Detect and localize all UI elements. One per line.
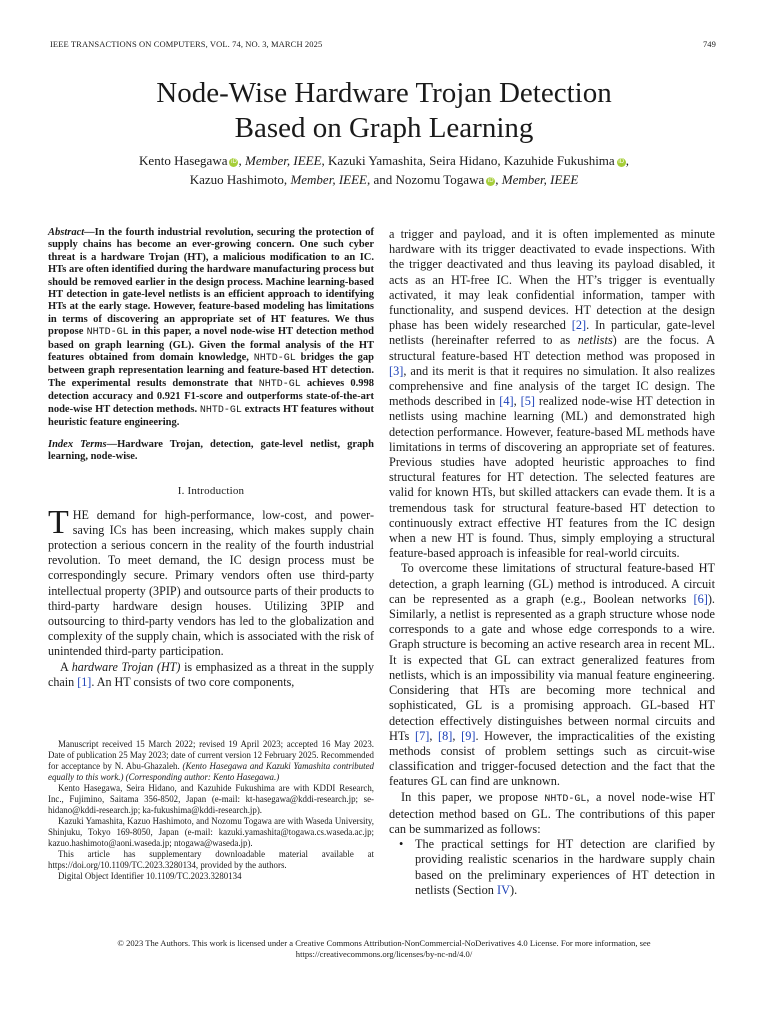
page-number: 749 xyxy=(702,39,716,49)
orcid-icon[interactable]: iD xyxy=(231,159,237,165)
right-column xyxy=(389,227,715,898)
author-name: Kazuo Hashimoto, xyxy=(189,172,291,187)
footnote-text: Manuscript received 15 March 2022; revised 19 April 2023; accepted 16 May 2023. Date of publication 25 May 2023; date of current version 12 February 2025. Recommended for acceptance by N. Abu-Ghazaleh. xyxy=(48,739,374,771)
citation-link[interactable]: [6] xyxy=(693,591,708,606)
authors-line-1 xyxy=(60,151,708,170)
paragraph-text: , xyxy=(513,394,521,409)
method-name: NHTD-GL xyxy=(258,378,301,390)
citation-link[interactable]: [3] xyxy=(389,363,404,378)
abstract-label: Abstract xyxy=(48,227,85,238)
intro-paragraph-1 xyxy=(48,503,374,660)
method-name: NHTD-GL xyxy=(544,793,587,805)
right-paragraph-1 xyxy=(389,227,715,561)
citation-link[interactable]: [7] xyxy=(414,728,430,743)
bullet-text: ). xyxy=(509,882,518,897)
paragraph-text: realized node-wise HT detection in netlists using machine learning (ML) and demonstrated high detection performance. However, feature-based ML methods have limitations in terms of discovering an appropriate set of features. Previous studies have adopted heuristic approaches to find structural features for HT detection. The selected features are valid for known HTs, but skilled attackers can evade them. It is a tremendous task for structural feature-based HT detection to continuously extract effective HT features from the IC design when a new HT is found. Thus, simply employing a structural feature-based approach is infeasible for real-world circuits. xyxy=(389,394,716,561)
paragraph-text: a trigger and payload, and it is often implemented as minute hardware with its trigger deactivated to evade inspections. With the trigger deactivated and thus leaving its payload disabled, it acts as an HT-free IC. When the HT’s trigger is eventually activated, it may leak confidential information, tamper with functionality, and suspend devices. HT detection at the design phase has been widely researched xyxy=(389,227,715,333)
running-header xyxy=(50,39,716,53)
author-separator: , xyxy=(625,153,629,168)
emphasis-term: hardware Trojan (HT) xyxy=(71,659,181,674)
title-line-2: Based on Graph Learning xyxy=(234,112,534,144)
license-line: © 2023 The Authors. This work is licensed under a Creative Commons Attribution-NonCommercial-NoDerivatives 4.0 License. For more information, see xyxy=(117,938,651,948)
author-membership: , Member, IEEE xyxy=(238,153,322,168)
right-paragraph-2 xyxy=(389,561,715,789)
footnote-emphasis: (Kento Hasegawa and Kazuki Yamashita contributed equally to this work.) (Corresponding author: Kento Hasegawa.) xyxy=(48,761,374,782)
footnote-paragraph: This article has supplementary downloadable material available at https://doi.org/10.1109/TC.2023.3280134, provided by the authors. xyxy=(48,849,374,870)
citation-link[interactable]: [4] xyxy=(499,394,514,409)
citation-link[interactable]: [2] xyxy=(571,318,587,333)
paragraph-text: . An HT consists of two core components, xyxy=(91,674,295,689)
author-list xyxy=(60,151,708,189)
method-name: NHTD-GL xyxy=(86,327,129,339)
author-names: , and Nozomu Togawa xyxy=(366,172,485,187)
paragraph-text: To overcome these limitations of structural feature-based HT detection, a graph learning (GL) method is introduced. A circuit can be represented as a graph (e.g., Boolean networks xyxy=(389,561,715,606)
authors-line-2 xyxy=(60,170,708,189)
abstract-text: achieves 0.998 detection accuracy and 0.921 F1-score and outperforms state-of-the-art node-wise HT detection methods. xyxy=(48,377,375,415)
footnote-paragraph xyxy=(48,739,374,783)
abstract xyxy=(48,227,374,430)
author-separator: , xyxy=(495,172,502,187)
orcid-icon[interactable]: iD xyxy=(487,178,494,184)
abstract-text: extracts HT features without heuristic feature engineering. xyxy=(48,403,374,429)
manuscript-footnote xyxy=(48,739,374,882)
citation-link[interactable]: [5] xyxy=(520,394,535,409)
paragraph-text: . In particular, gate-level netlists (hereinafter referred to as xyxy=(389,318,715,348)
license-footer xyxy=(40,938,728,960)
section-link[interactable]: IV xyxy=(496,882,510,897)
method-name: NHTD-GL xyxy=(199,404,242,416)
paragraph-text: , xyxy=(429,728,439,743)
contribution-bullet xyxy=(389,837,715,898)
orcid-icon[interactable]: iD xyxy=(618,159,625,165)
intro-paragraph-2 xyxy=(48,660,374,690)
abstract-text: bridges the gap between graph representation learning and feature-based HT detection. The experimental results demonstrate that xyxy=(48,352,375,389)
emphasis-term: netlists xyxy=(577,333,613,348)
footnote-paragraph: Kazuki Yamashita, Kazuo Hashimoto, and Nozomu Togawa are with Waseda University, Shinjuku, Tokyo 169-8050, Japan (e-mail: kazuki.yamashita@togawa.cs.waseda.ac.jp; kazuo.hashimoto@aoni.waseda.jp; ntogawa@waseda.jp). xyxy=(48,816,374,848)
method-name: NHTD-GL xyxy=(253,353,296,365)
drop-cap: T xyxy=(48,503,69,541)
paragraph-text: , and its merit is that it requires no simulation. It also realizes comprehensive and fine analysis of the target IC design. The methods described in xyxy=(389,363,715,409)
section-heading: I. Introduction xyxy=(177,485,245,498)
paragraph-text: HE demand for high-performance, low-cost, and power-saving ICs has been increasing, which makes supply chain protection a serious concern in the reality of the fourth industrial revolution. To meet demand, the IC design process must be correspondingly secure. Primary vendors often use third-party intellectual property (3PIP) and outsource parts of their products to third-party hardware design houses. Utilizing 3PIP and outsourcing to third-party vendors has led to the globalization and complexity of the supply chain, which is associated with the risk of unintended third-party participation. xyxy=(48,507,374,659)
paragraph-text: A xyxy=(60,659,72,674)
footnote-doi: Digital Object Identifier 10.1109/TC.2023.3280134 xyxy=(58,871,242,881)
citation-link[interactable]: [8] xyxy=(438,728,453,743)
abstract-text: in this paper, a novel node-wise HT detection method based on graph learning (GL). Given the formal analysis of the HT features obtained from domain knowledge, xyxy=(48,326,374,364)
author-names: , Kazuki Yamashita, Seira Hidano, Kazuhide Fukushima xyxy=(321,153,615,168)
paragraph-text: is emphasized as a threat in the supply chain xyxy=(48,659,375,689)
title-line-1: Node-Wise Hardware Trojan Detection xyxy=(156,77,612,109)
paragraph-text: In this paper, we propose xyxy=(401,789,545,804)
license-url[interactable]: https://creativecommons.org/licenses/by-nc-nd/4.0/ xyxy=(295,949,473,959)
abstract-text: —In the fourth industrial revolution, securing the protection of supply chains has become an ever-growing concern. One such cyber threat is a hardware Trojan (HT), a malicious modification to an IC. HTs are often identified during the hardware manufacturing process but should be removed earlier in the design process. Machine learning-based HT detection in gate-level netlists is an efficient approach to identifying HTs at the early stage. However, feature-based modeling has limitations in terms of discovering an appropriate set of HT features. We thus propose xyxy=(48,227,374,338)
paper-title xyxy=(60,76,708,146)
author-membership: Member, IEEE xyxy=(501,172,579,187)
author-membership: Member, IEEE xyxy=(290,172,367,187)
left-column xyxy=(48,227,374,690)
index-terms-text: —Hardware Trojan, detection, gate-level netlist, graph learning, node-wise. xyxy=(48,438,374,462)
citation-link[interactable]: [9] xyxy=(461,728,476,743)
paragraph-text: , xyxy=(452,728,462,743)
paragraph-text: ). Similarly, a netlist is represented as a graph structure whose node corresponds to a gate and whose edge corresponds to a wire. Graph structure is becoming an active research area in recent ML. It is expected that GL can extract generalized features from netlists, which is an impossibility via manual feature engineering. Considering that HTs are becoming more technical and sophisticated, GL is a promising approach. GL-based HT detection effectively distinguishes between normal circuits and HTs xyxy=(389,591,715,743)
citation-link[interactable]: [1] xyxy=(77,674,92,689)
right-paragraph-3 xyxy=(389,790,715,838)
author-name: Kento Hasegawa xyxy=(139,153,228,168)
footnote-paragraph: Kento Hasegawa, Seira Hidano, and Kazuhide Fukushima are with KDDI Research, Inc., Fujimino, Saitama 356-8502, Japan (e-mail: kt-hasegawa@kddi-research.jp; se-hidano@kddi-research.jp; ka-fukushima@kddi-research.jp). xyxy=(48,783,374,815)
paragraph-text: . However, the impracticalities of the existing methods consist of problem settings such as circuit-wise classification and trigger-focused detection and the fact that the features GL can find are unknown. xyxy=(389,728,715,789)
index-terms xyxy=(48,439,374,464)
paragraph-text: , a novel node-wise HT detection method based on GL. The contributions of this paper can be summarized as follows: xyxy=(389,789,715,836)
journal-name: IEEE TRANSACTIONS ON COMPUTERS, VOL. 74, NO. 3, MARCH 2025 xyxy=(50,39,323,49)
paragraph-text: ) are the focus. A structural feature-based HT detection method was proposed in xyxy=(389,333,715,363)
index-terms-label: Index Terms xyxy=(48,438,107,450)
bullet-text: The practical settings for HT detection are clarified by providing realistic scenarios in the hardware supply chain based on the preliminary experiences of HT detection in netlists (Section xyxy=(415,837,715,897)
